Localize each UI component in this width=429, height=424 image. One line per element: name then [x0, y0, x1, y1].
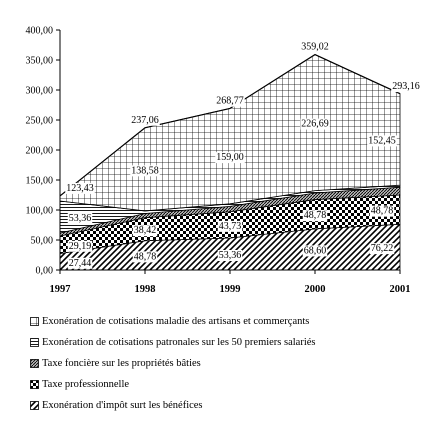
legend-swatch	[30, 317, 39, 326]
y-tick-label: 400,00	[25, 25, 53, 37]
data-label: 48,78	[303, 210, 327, 222]
y-tick-label: 300,00	[25, 85, 53, 97]
data-label: 293,16	[392, 81, 420, 93]
legend-item	[30, 316, 425, 337]
data-label: 38,42	[133, 225, 157, 237]
legend-label: Exonération d'impôt surt les bénéfices	[42, 400, 203, 411]
area-grid	[60, 55, 400, 211]
legend-swatch	[30, 380, 39, 389]
data-label: 43,73	[218, 220, 242, 232]
data-label: 68,60	[303, 245, 327, 257]
data-label: 138,58	[131, 165, 159, 177]
data-label: 76,22	[370, 243, 394, 255]
data-label: 237,06	[131, 114, 159, 126]
x-tick-label: 2000	[304, 284, 326, 295]
data-label: 359,02	[301, 41, 329, 53]
data-label: 226,69	[301, 118, 329, 130]
y-tick-label: 200,00	[25, 145, 53, 157]
y-tick-label: 100,00	[25, 205, 53, 217]
x-tick-label: 1998	[134, 284, 156, 295]
legend-item	[30, 358, 425, 379]
data-label: 53,36	[68, 213, 92, 225]
x-tick-label: 1999	[219, 284, 241, 295]
data-label: 123,43	[66, 182, 94, 194]
legend-label: Taxe professionnelle	[42, 379, 130, 390]
y-tick-label: 50,00	[30, 235, 53, 247]
legend-item	[30, 337, 425, 358]
data-label: 27,44	[68, 257, 92, 269]
data-label: 152,45	[368, 135, 396, 147]
legend-label: Exonération de cotisations maladie des artisans et commerçants	[42, 316, 310, 327]
legend-item	[30, 400, 425, 421]
data-label: 159,00	[216, 152, 244, 164]
legend-swatch	[30, 359, 39, 368]
data-label: 48,78	[133, 251, 157, 263]
y-tick-label: 150,00	[25, 175, 53, 187]
legend-label: Taxe foncière sur les propriétés bâties	[42, 358, 201, 369]
chart-legend	[30, 316, 425, 421]
data-label: 53,36	[218, 249, 242, 261]
data-label: 268,77	[216, 95, 244, 107]
legend-swatch	[30, 401, 39, 410]
legend-item	[30, 379, 425, 400]
legend-swatch	[30, 338, 39, 347]
legend-label: Exonération de cotisations patronales sur les 50 premiers salariés	[42, 337, 316, 348]
data-label: 29,19	[68, 240, 92, 252]
x-tick-label: 2001	[389, 284, 411, 295]
x-tick-label: 1997	[49, 284, 71, 295]
y-tick-label: 250,00	[25, 115, 53, 127]
y-tick-label: 350,00	[25, 55, 53, 67]
data-label: 48,78	[370, 205, 394, 217]
y-tick-label: 0,00	[35, 265, 53, 277]
